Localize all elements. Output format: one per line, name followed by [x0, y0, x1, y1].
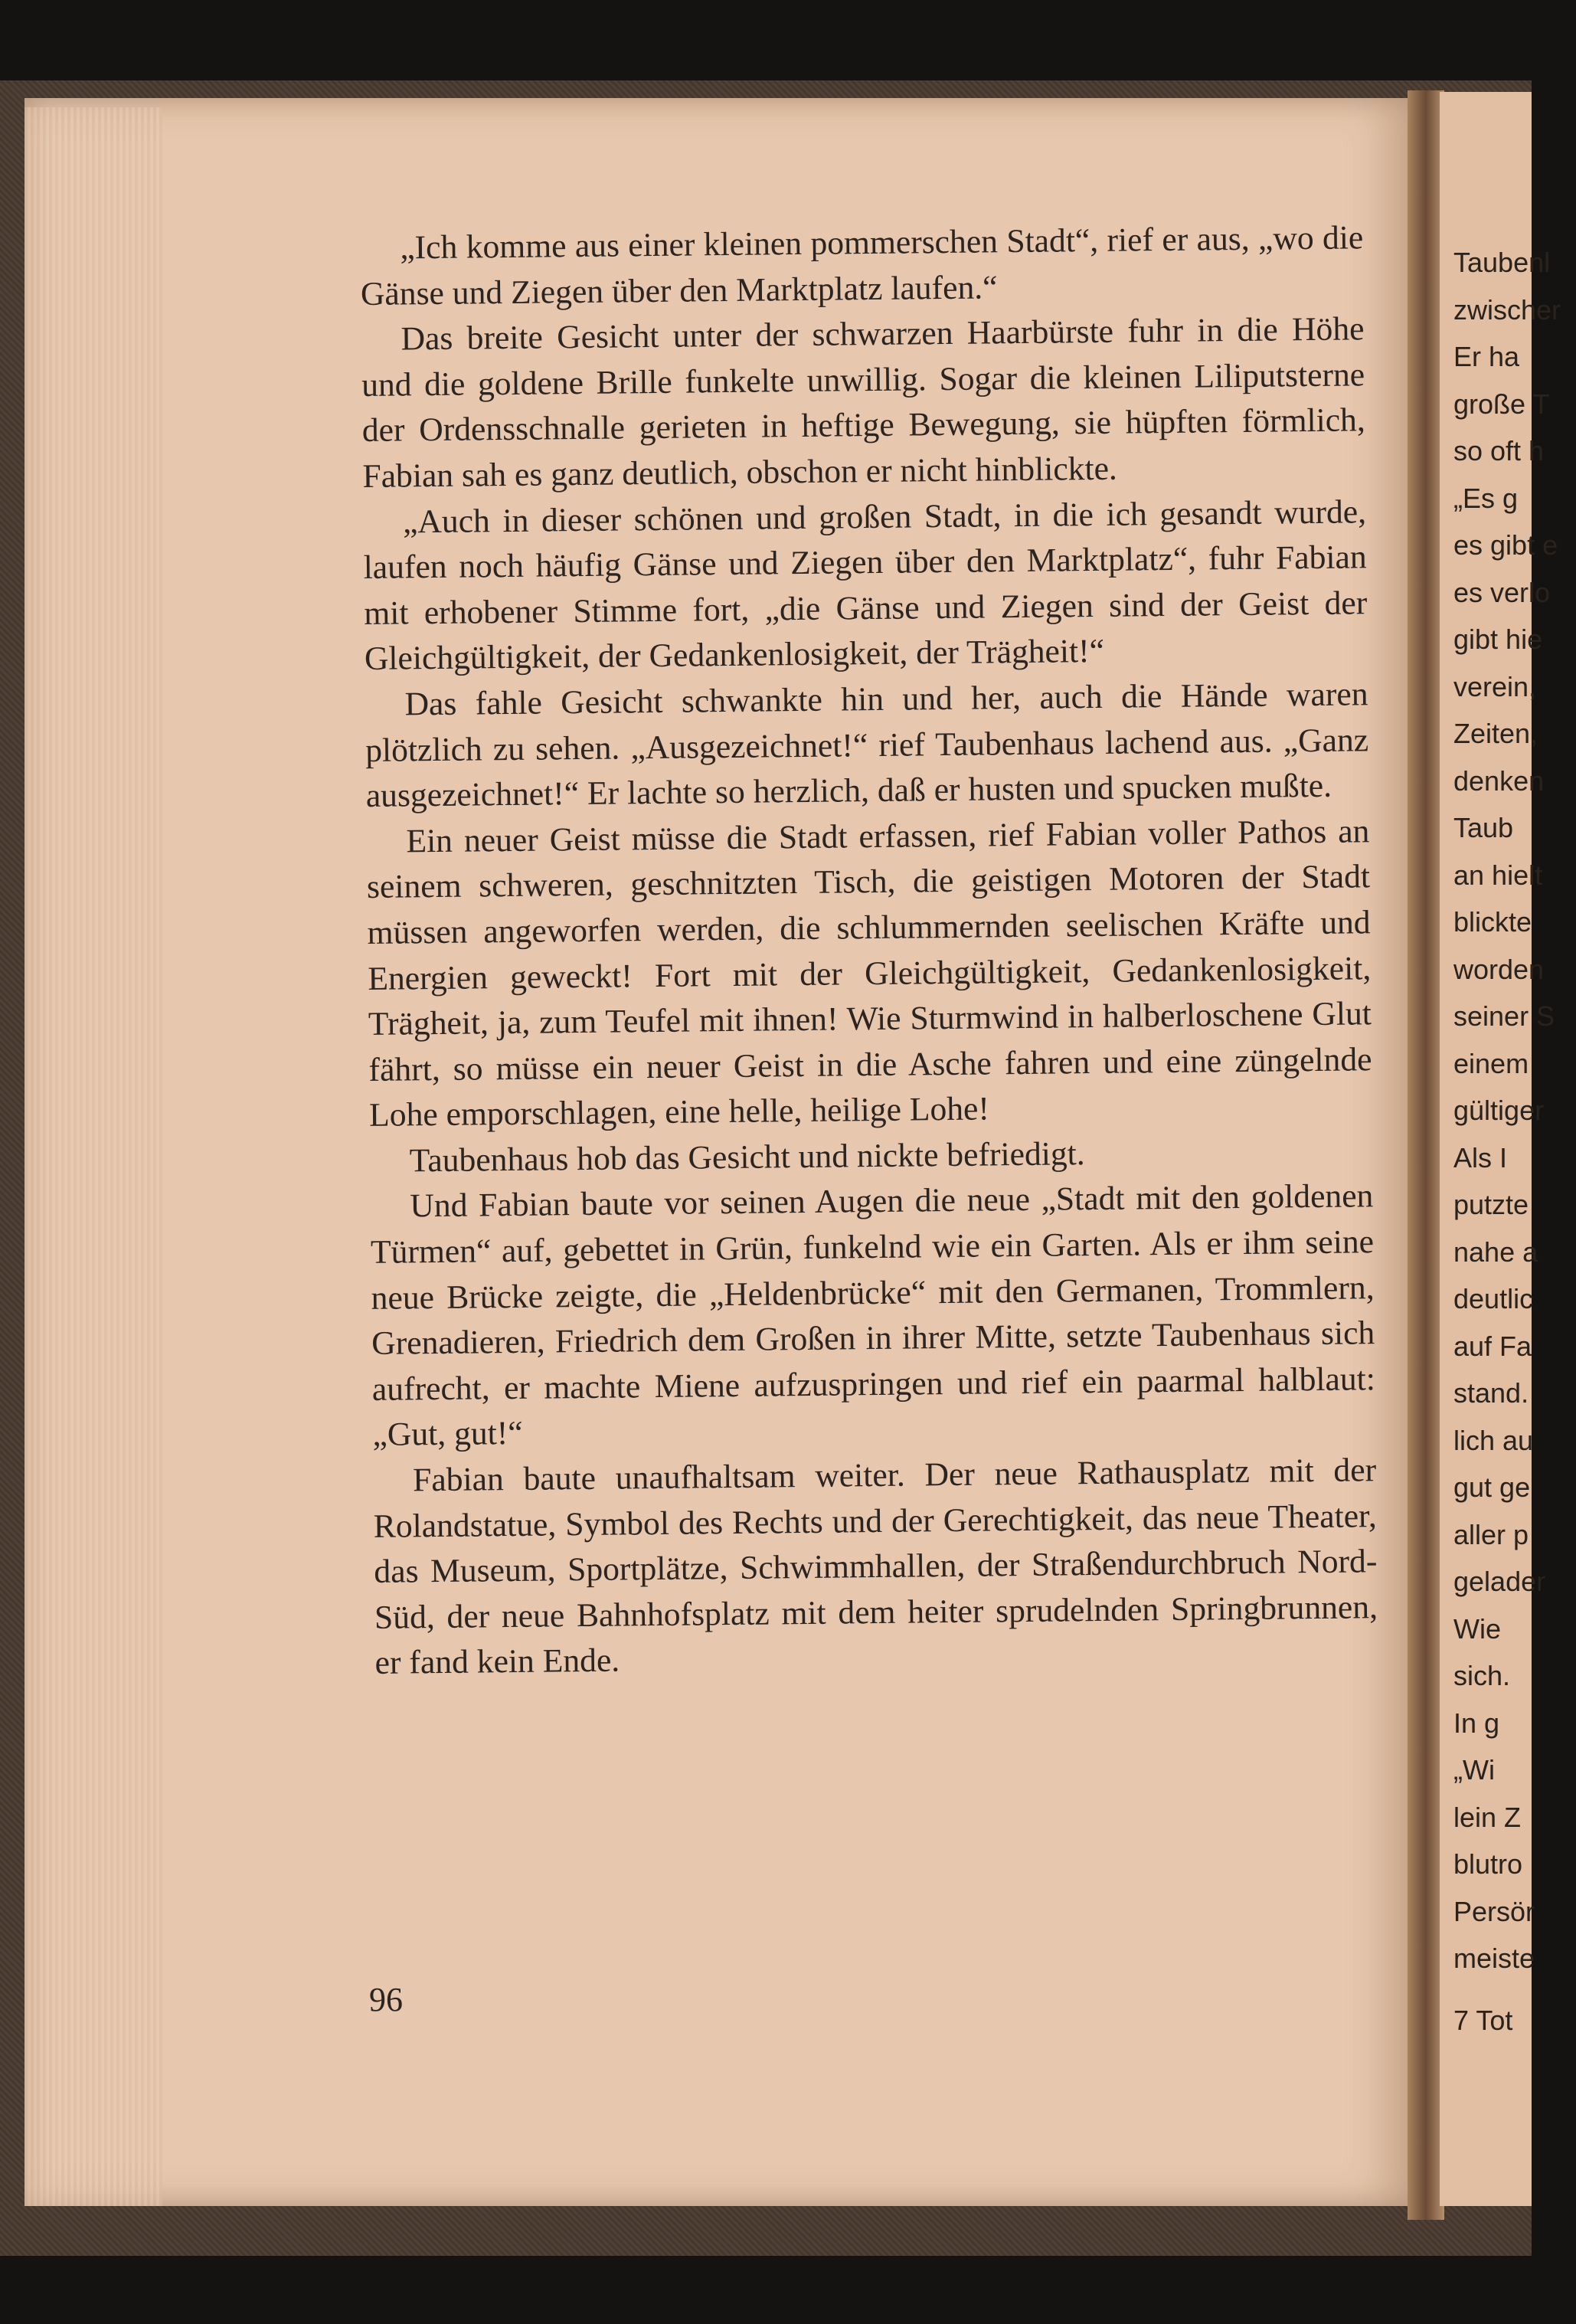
facing-page-line: Persör	[1453, 1895, 1535, 1927]
facing-page-line: worden	[1453, 953, 1545, 985]
facing-page-line: an hielt	[1453, 859, 1543, 891]
facing-page-line: 7 Tot	[1453, 2005, 1513, 2036]
facing-page-line: putzte	[1453, 1189, 1529, 1220]
paragraph: „Auch in dieser schönen und großen Stadt, in die ich gesandt wurde, laufen noch häufig Gänse und Ziegen über den Marktplatz“, fuhr Fabian mit erhobener Stimme fort, „die Gänse und Ziegen sind der Geist der Gleichgültigkeit, der Gedankenlosigkeit, der Trägheit!“	[363, 493, 1368, 678]
facing-page-line: gibt hie	[1453, 624, 1543, 655]
paragraph: Ein neuer Geist müsse die Stadt erfassen, rief Fabian voller Pathos an seinem schweren, geschnitzten Tisch, die geistigen Motoren der Stadt müssen angeworfen werden, die schlummernden seelischen Kräfte und Energien geweckt! Fort mit der Gleichgültigkeit, Gedankenlosigkeit, Trägheit, ja, zum Teufel mit ihnen! Wie Sturmwind in halberloschene Glut fährt, so müsse ein neuer Geist in die Asche fahren und eine züngelnde Lohe emporschlagen, eine helle, heilige Lohe!	[366, 812, 1372, 1134]
facing-page-line: Zeiten,	[1453, 718, 1538, 749]
facing-page-line: In g	[1453, 1707, 1500, 1739]
facing-page-line: gut ge	[1453, 1471, 1531, 1503]
facing-page-line: gelader	[1453, 1566, 1546, 1597]
facing-page-line: Taubenl	[1453, 247, 1551, 278]
page-edges	[25, 107, 162, 2206]
facing-page-line: Taub	[1453, 812, 1514, 843]
page-text	[360, 215, 1378, 1687]
facing-page-line: lich au	[1453, 1424, 1534, 1456]
facing-page-line: gültiger	[1453, 1095, 1545, 1126]
facing-page-line: sich.	[1453, 1660, 1511, 1691]
facing-page-line: deutlic	[1453, 1283, 1534, 1314]
facing-page-line: denken	[1453, 764, 1545, 797]
paragraph: „Ich komme aus einer kleinen pommerschen Stadt“, rief er aus, „wo die Gänse und Ziegen über den Marktplatz laufen.“	[360, 219, 1364, 313]
facing-page-line: seiner S	[1453, 1000, 1555, 1032]
facing-page-line: es verlo	[1453, 576, 1551, 608]
book-gutter	[1408, 90, 1444, 2220]
facing-page-line: so oft h	[1453, 435, 1545, 466]
facing-page-line: blickte	[1453, 906, 1532, 938]
facing-page-line: „Es g	[1453, 482, 1519, 514]
facing-page-line: Er ha	[1453, 341, 1520, 372]
facing-page-line: stand.	[1453, 1377, 1529, 1409]
facing-page-line: große T	[1453, 388, 1550, 420]
paragraph: Und Fabian baute vor seinen Augen die neue „Stadt mit den goldenen Türmen“ auf, gebettet in Grün, funkelnd wie ein Garten. Als er ihm seine neue Brücke zeigte, die „Heldenbrücke“ mit den Germanen, Trommlern, Grenadieren, Friedrich dem Großen in ihrer Mitte, setzte Taubenhaus sich aufrecht, er machte Miene aufzuspringen und rief ein paarmal halblaut: „Gut, gut!“	[370, 1177, 1376, 1454]
facing-page-line: verein,	[1453, 670, 1537, 702]
paragraph: Das fahle Gesicht schwankte hin und her, auch die Hände waren plötzlich zu sehen. „Ausgezeichnet!“ rief Taubenhaus lachend aus. „Ganz ausgezeichnet!“ Er lachte so herzlich, daß er husten und spucken mußte.	[365, 676, 1369, 815]
facing-page-line: lein Z	[1453, 1801, 1522, 1833]
facing-page-line: blutro	[1453, 1848, 1523, 1880]
facing-page-line: aller p	[1453, 1518, 1529, 1550]
facing-page-line: nahe a	[1453, 1236, 1538, 1268]
paragraph: Fabian baute unaufhaltsam weiter. Der neue Rathausplatz mit der Rolandstatue, Symbol des Rechts und der Gerechtigkeit, das neue Theater, das Museum, Sportplätze, Schwimmhallen, der Straßendurchbruch Nord-Süd, der neue Bahnhofsplatz mit dem heiter sprudelnden Springbrunnen, er fand kein Ende.	[373, 1452, 1378, 1682]
facing-page-line: Wie	[1453, 1612, 1501, 1645]
paragraph: Das breite Gesicht unter der schwarzen Haarbürste fuhr in die Höhe und die goldene Brille funkelte unwillig. Sogar die kleinen Liliputsterne der Ordensschnalle gerieten in heftige Bewegung, sie hüpften förmlich, Fabian sah es ganz deutlich, obschon er nicht hinblickte.	[361, 310, 1365, 495]
facing-page	[1440, 92, 1561, 2206]
facing-page-line: es gibt e	[1453, 529, 1558, 561]
paragraph: Taubenhaus hob das Gesicht und nickte befriedigt.	[409, 1135, 1085, 1180]
facing-page-line: „Wi	[1453, 1754, 1495, 1786]
page-number: 96	[369, 1981, 403, 2018]
facing-page-line: zwischer	[1453, 293, 1561, 326]
facing-page-line: meiste	[1453, 1943, 1535, 1974]
facing-page-line: auf Fa	[1453, 1330, 1532, 1362]
facing-page-line: Als I	[1453, 1141, 1508, 1173]
facing-page-line: einem	[1453, 1047, 1529, 1079]
